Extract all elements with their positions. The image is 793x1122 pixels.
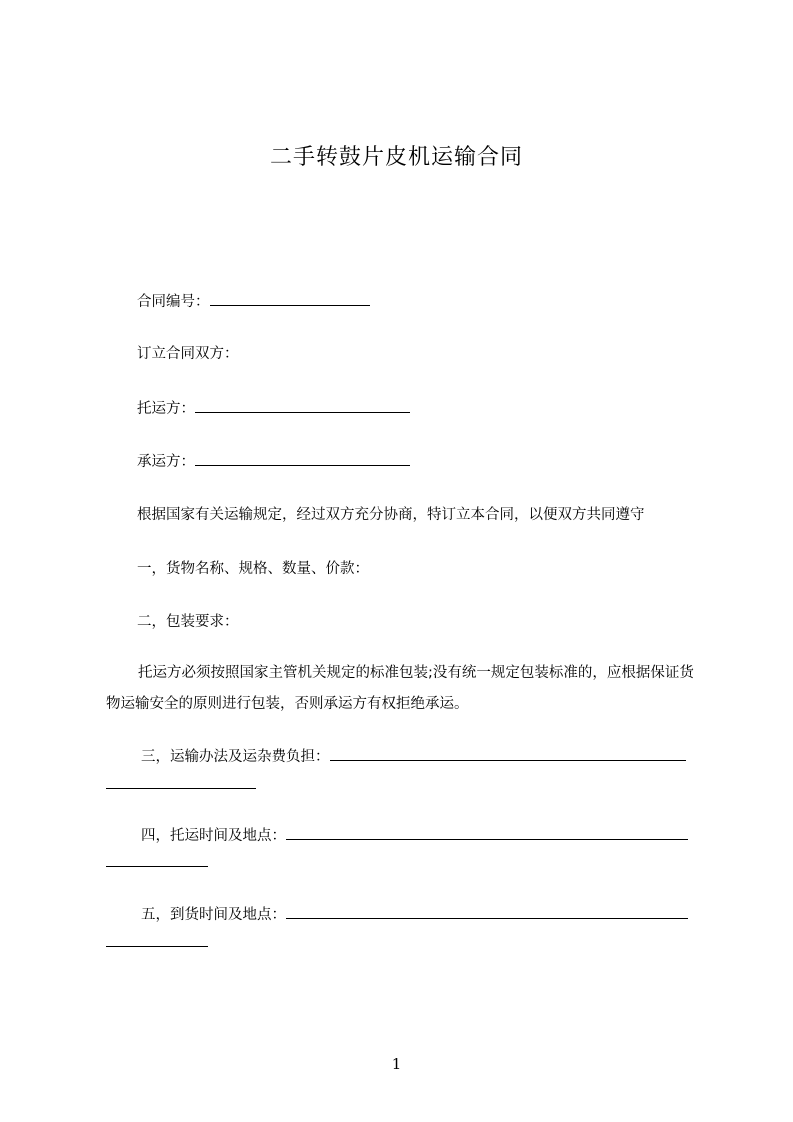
- contract-number-blank[interactable]: [210, 291, 370, 306]
- section-2-heading: 二，包装要求：: [137, 614, 239, 630]
- contract-number-label: 合同编号：: [137, 294, 210, 310]
- section-4-blank[interactable]: [286, 825, 688, 840]
- section-3-blank-continued[interactable]: [106, 787, 256, 789]
- section-3-blank[interactable]: [330, 746, 686, 761]
- section-3-line: [141, 746, 686, 767]
- shipper-blank[interactable]: [195, 398, 410, 413]
- carrier-label: 承运方：: [137, 454, 195, 470]
- page-number: 1: [391, 1055, 402, 1073]
- section-4-line: [141, 825, 688, 846]
- parties-label: 订立合同双方：: [137, 346, 239, 362]
- shipper-label: 托运方：: [137, 401, 195, 417]
- section-1-heading: 一，货物名称、规格、数量、价款：: [137, 561, 369, 577]
- shipper-line: [137, 398, 410, 419]
- carrier-blank[interactable]: [195, 451, 410, 466]
- section-5-blank[interactable]: [286, 904, 688, 919]
- carrier-line: [137, 451, 410, 472]
- section-5-heading: 五，到货时间及地点：: [141, 907, 286, 923]
- contract-number-line: [137, 291, 370, 312]
- intro-text: 根据国家有关运输规定，经过双方充分协商，特订立本合同，以便双方共同遵守: [137, 507, 645, 523]
- section-4-blank-continued[interactable]: [106, 865, 208, 867]
- section-5-blank-continued[interactable]: [106, 945, 208, 947]
- section-4-heading: 四，托运时间及地点：: [141, 828, 286, 844]
- section-3-heading: 三，运输办法及运杂费负担：: [141, 749, 330, 765]
- section-5-line: [141, 904, 688, 925]
- document-title: 二手转鼓片皮机运输合同: [269, 145, 523, 170]
- packaging-paragraph: 托运方必须按照国家主管机关规定的标准包装;没有统一规定包装标准的，应根据保证货物运输安全的原则进行包装，否则承运方有权拒绝承运。: [106, 665, 694, 712]
